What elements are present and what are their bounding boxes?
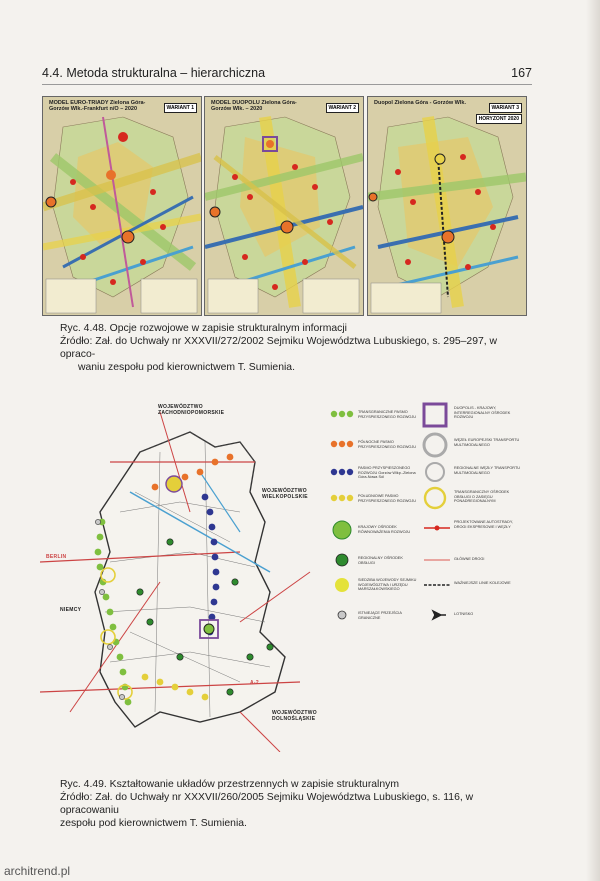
legend-pasmo-gorzow: PASMO PRZYSPIESZONEGO ROZWOJU Gorzów Wlkp.-Zielona Góra-Nowa Sól xyxy=(358,466,416,480)
development-options-figure xyxy=(42,96,527,314)
caption-4-48-title: Ryc. 4.48. Opcje rozwojowe w zapisie strukturalnym informacji xyxy=(60,323,347,334)
caption-4-49-title: Ryc. 4.49. Kształtowanie układów przestrzennych w zapisie strukturalnym xyxy=(60,779,399,790)
option-map-1-title: MODEL EURO-TRIADY Zielona Góra-Gorzów Wlk.-Frankfurt n/O – 2020 xyxy=(49,100,146,112)
option-map-2 xyxy=(204,96,364,316)
legend-regionalny: REGIONALNY OŚRODEK OBSŁUGI xyxy=(358,556,403,565)
label-berlin: BERLIN xyxy=(46,554,67,560)
label-wielkopolskie: WOJEWÓDZTWO WIELKOPOLSKIE xyxy=(262,488,308,500)
option-map-3 xyxy=(367,96,527,316)
option-map-3-title: Duopol Zielona Góra - Gorzów Wlk. xyxy=(374,100,466,106)
caption-4-48-source: Źródło: Zał. do Uchwały nr XXXVII/272/2002 Sejmiku Województwa Lubuskiego, s. 295–297, w opraco- xyxy=(60,336,498,360)
caption-4-49-source: Źródło: Zał. do Uchwały nr XXXVII/260/2005 Sejmiku Województwa Lubuskiego, s. 116, w opracowaniu xyxy=(60,792,474,816)
figure-caption-4-49 xyxy=(60,778,530,830)
option-map-3-drawing xyxy=(368,97,526,315)
option-map-1-badge: WARIANT 1 xyxy=(164,103,198,113)
legend-lotnisko: LOTNISKO xyxy=(454,612,474,616)
option-map-2-drawing xyxy=(205,97,363,315)
legend-krajowy: KRAJOWY OŚRODEK RÓWNOWAŻENIA ROZWOJU xyxy=(358,525,411,534)
regional-structure-drawing xyxy=(40,392,325,752)
section-title: 4.4. Metoda strukturalna – hierarchiczna xyxy=(42,66,266,80)
legend-przejscia: ISTNIEJĄCE PRZEJŚCIA GRANICZNE xyxy=(358,611,402,620)
label-niemcy: NIEMCY xyxy=(60,607,82,613)
option-map-2-title: MODEL DUOPOLU Zielona Góra-Gorzów Wlk. – 2020 xyxy=(211,100,297,112)
option-map-3-horizon: HORYZONT 2020 xyxy=(476,114,522,124)
label-zachodniopomorskie: WOJEWÓDZTWO ZACHODNIOPOMORSKIE xyxy=(158,404,225,416)
legend-osrodek-transgraniczny: TRANSGRANICZNY OŚRODEK OBSŁUGI O ZASIĘGU PONADREGIONALNYM xyxy=(454,490,510,504)
option-map-1 xyxy=(42,96,202,316)
legend-duopolis: DUOPOLIS - KRAJOWY, INTERREGIONALNY OŚRODEK ROZWOJU xyxy=(454,406,511,420)
legend-glowne-drogi: GŁÓWNE DROGI xyxy=(454,557,485,561)
caption-4-48-source-cont: waniu zespołu pod kierownictwem T. Sumienia. xyxy=(78,362,295,373)
legend-transgraniczne: TRANSGRANICZNE PASMO PRZYSPIESZONEGO ROZWOJU xyxy=(358,410,417,419)
option-map-1-drawing xyxy=(43,97,201,315)
label-dolnoslaskie: WOJEWÓDZTWO DOLNOŚLĄSKIE xyxy=(272,710,317,722)
label-a2: A-2 xyxy=(250,680,259,686)
page-number: 167 xyxy=(511,66,532,80)
map-legend xyxy=(330,400,530,650)
caption-4-49-source-cont: zespołu pod kierownictwem T. Sumienia. xyxy=(60,818,247,829)
header-divider xyxy=(42,84,532,85)
legend-wezly-regionalne: REGIONALNE WĘZŁY TRANSPORTU MULTIMODALNEGO xyxy=(454,466,521,475)
watermark-architrend: architrend.pl xyxy=(4,864,71,878)
option-map-3-badge: WARIANT 3 xyxy=(489,103,523,113)
legend-siedziba: SIEDZIBA WOJEWODY SEJMIKU WOJEWÓDZTWA I URZĘDU MARSZAŁKOWSKIEGO xyxy=(358,578,417,592)
legend-linie-kolejowe: WAŻNIEJSZE LINIE KOLEJOWE xyxy=(454,581,511,585)
legend-wezel-europejski: WĘZEŁ EUROPEJSKI TRANSPORTU MULTIMODALNEGO xyxy=(454,438,520,447)
legend-polnocne: PÓŁNOCNE PASMO PRZYSPIESZONEGO ROZWOJU xyxy=(358,440,417,449)
figure-caption-4-48 xyxy=(60,322,530,374)
page-edge-shadow xyxy=(586,0,600,881)
option-map-2-badge: WARIANT 2 xyxy=(326,103,360,113)
legend-poludniowe: POŁUDNIOWE PASMO PRZYSPIESZONEGO ROZWOJU xyxy=(358,494,417,503)
legend-autostrady: PROJEKTOWANE AUTOSTRADY, DROGI EKSPRESOWE I WĘZŁY xyxy=(454,520,513,529)
regional-structure-map xyxy=(40,392,325,752)
